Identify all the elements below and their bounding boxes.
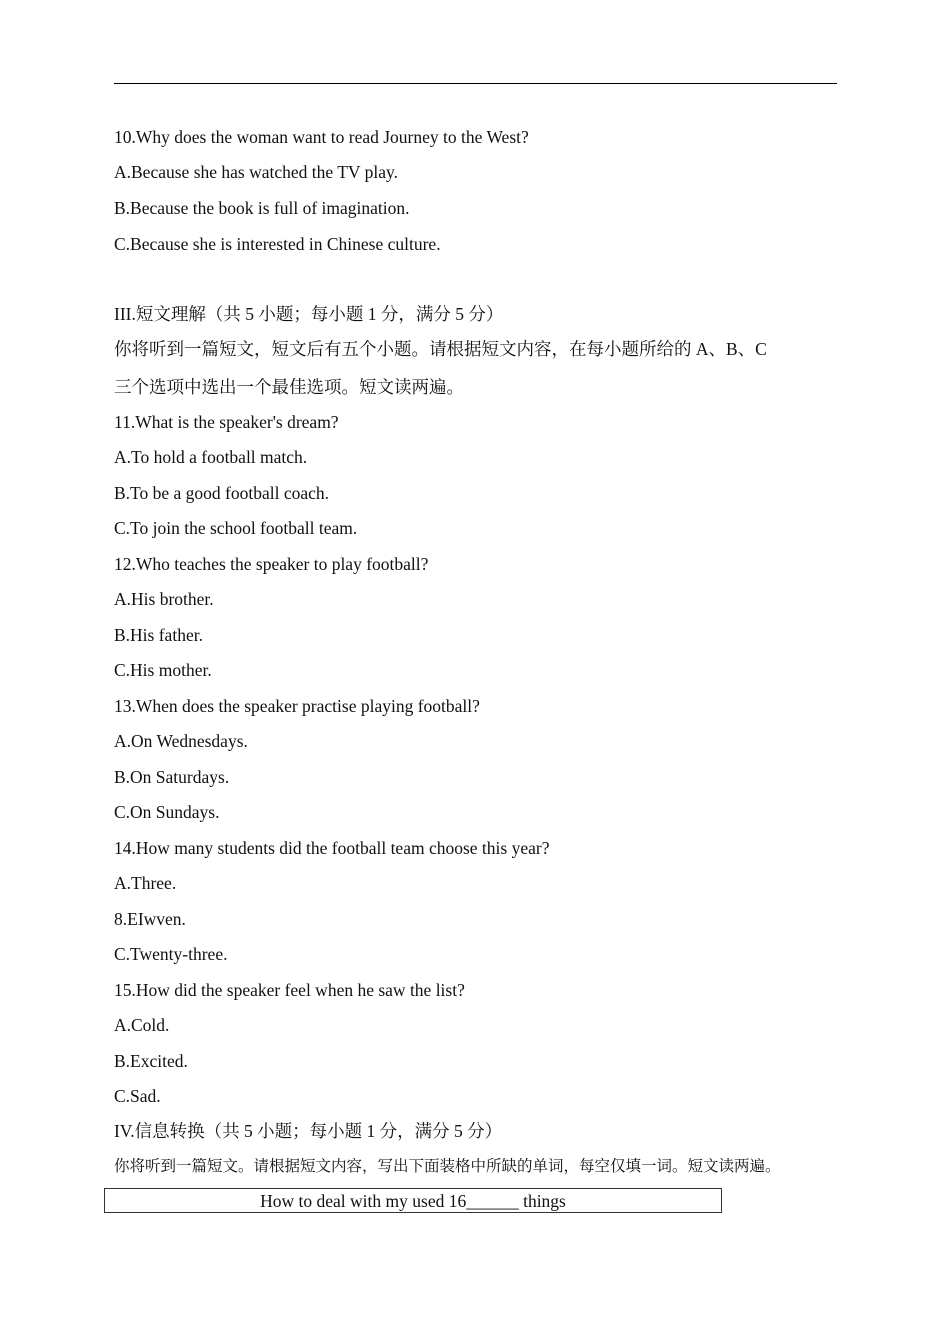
question-12: 12.Who teaches the speaker to play football? [114, 554, 429, 574]
q10-option-b: B.Because the book is full of imagination. [114, 198, 410, 218]
q11-option-c: C.To join the school football team. [114, 518, 358, 538]
q11-option-a: A.To hold a football match. [114, 447, 308, 467]
q13-option-a: A.On Wednesdays. [114, 731, 248, 751]
question-13: 13.When does the speaker practise playing football? [114, 696, 480, 716]
header-rule [114, 83, 837, 84]
q10-option-a: A.Because she has watched the TV play. [114, 162, 398, 182]
question-10: 10.Why does the woman want to read Journey to the West? [114, 127, 529, 147]
q10-option-c: C.Because she is interested in Chinese culture. [114, 234, 441, 254]
question-14: 14.How many students did the football team choose this year? [114, 838, 550, 858]
q12-option-c: C.His mother. [114, 660, 212, 680]
section-4-heading: IV.信息转换（共 5 小题；每小题 1 分，满分 5 分） [114, 1121, 503, 1141]
q13-option-c: C.On Sundays. [114, 802, 220, 822]
q15-option-b: B.Excited. [114, 1051, 188, 1071]
q14-option-b: 8.EIwven. [114, 909, 186, 929]
q13-option-b: B.On Saturdays. [114, 767, 230, 787]
q12-option-a: A.His brother. [114, 589, 214, 609]
q14-option-c: C.Twenty-three. [114, 944, 228, 964]
info-table-title: How to deal with my used 16______ things [260, 1191, 566, 1211]
question-15: 15.How did the speaker feel when he saw the list? [114, 980, 465, 1000]
section-3-heading: III.短文理解（共 5 小题；每小题 1 分，满分 5 分） [114, 304, 504, 324]
section-3-instruction-line-2: 三个选项中选出一个最佳选项。短文读两遍。 [114, 377, 464, 397]
info-table [104, 1188, 722, 1213]
q15-option-a: A.Cold. [114, 1015, 170, 1035]
q12-option-b: B.His father. [114, 625, 203, 645]
q14-option-a: A.Three. [114, 873, 177, 893]
section-4-instruction: 你将听到一篇短文。请根据短文内容，写出下面装格中所缺的单词，每空仅填一词。短文读两遍。 [114, 1158, 781, 1175]
question-11: 11.What is the speaker's dream? [114, 412, 339, 432]
q15-option-c: C.Sad. [114, 1086, 161, 1106]
section-3-instruction-line-1: 你将听到一篇短文，短文后有五个小题。请根据短文内容，在每小题所给的 A、B、C [114, 339, 767, 359]
q11-option-b: B.To be a good football coach. [114, 483, 330, 503]
